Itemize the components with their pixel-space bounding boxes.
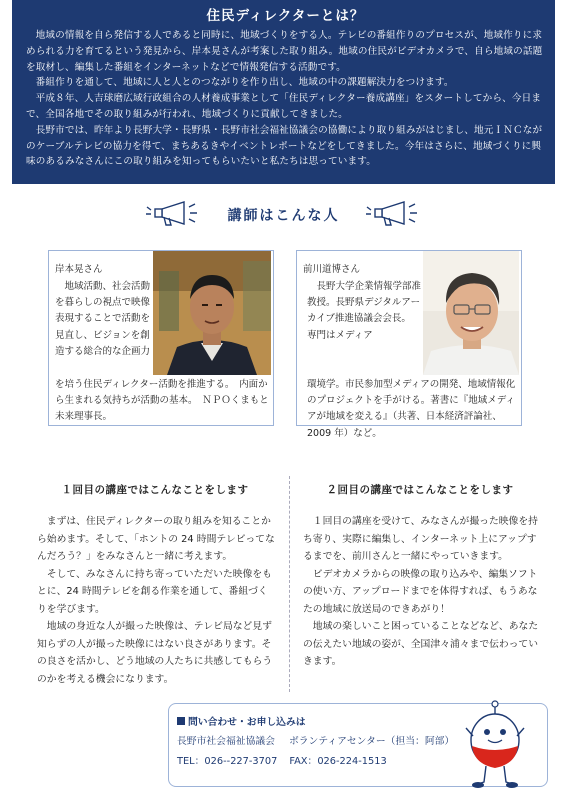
intro-title: 住民ディレクターとは？ [206, 8, 365, 24]
lecturer-name: 前川道博さん [303, 264, 361, 275]
session-2-title: ２回目の講座ではこんなことをします [326, 484, 514, 496]
lecturer-name: 岸本晃さん [55, 264, 103, 275]
lecturer-card-maekawa [296, 250, 522, 439]
session-paragraph: 地域の楽しいこと困っていることなどなど、あなたの伝えたい地域の姿が、全国津々浦々まで伝わっていきます。 [303, 621, 539, 667]
megaphone-icon [364, 198, 420, 228]
session-paragraph: そして、みなさんに持ち寄っていただいた映像をもとに、24 時間テレビを創る作業を通して、番組づくりを学びます。 [37, 568, 272, 615]
intro-paragraph: 平成８年、人吉球磨広域行政組合の人材養成事業として「住民ディレクター養成講座」をスタートしてから、今日まで、全国各地でその取り組みが行われ、地域づくりに貢献してきました。 [26, 93, 542, 120]
session-paragraph: １回目の講座を受けて、みなさんが撮った映像を持ち寄り、実際に編集し、インターネット上にアップするまでを、前川さんと一緒にやっていきます。 [303, 516, 538, 562]
center-name: ボランティアセンター（担当：阿部） [288, 736, 455, 747]
session-2-text [303, 513, 543, 671]
mascot-icon [464, 700, 526, 792]
lecturer-photo [153, 251, 271, 375]
contact-heading: 問い合わせ・お申し込みは [177, 714, 547, 728]
session-1-title: １回目の講座ではこんなことをします [61, 484, 249, 496]
column-divider [289, 476, 290, 692]
intro-paragraph: 地域の情報を自ら発信する人であると同時に、地域づくりをする人。テレビの番組作りのプロセスが、地域作りに求められる力を育てるという発見から、岸本晃さんが考案した取り組み。地域の住民がビデオカメラで、自ら地域の話題を取材し、編集した番組をインターネットなどで情報発信する活動です。 [26, 30, 543, 73]
session-1-text [37, 513, 275, 688]
fax-number: FAX：026-224-1513 [289, 756, 387, 767]
intro-box [12, 0, 555, 184]
lecturer-bio: 長野大学企業情報学部准教授。長野県デジタルアーカイブ推進協議会会長。 専門はメディア [307, 281, 422, 341]
lecturer-bio-continued: を培う住民ディレクター活動を推進する。 内面から生まれる気持ちが活動の基本。 ＮＰＯくまもと未来理事長。 [55, 379, 269, 423]
lecturers-title: 講師はこんな人 [227, 208, 340, 224]
org-name: 長野市社会福祉協議会 [177, 736, 275, 747]
tel-number: TEL：026--227-3707 [177, 756, 278, 767]
lecturer-card-kishimoto [48, 250, 274, 426]
lecturer-bio-continued: 環境学。市民参加型メディアの開発、地域情報化のプロジェクトを手がける。著書に『地域メディアが地域を変える』（共著、日本経済評論社、2009 年）など。 [307, 379, 516, 439]
intro-paragraph: 番組作りを通して、地域に人と人とのつながりを作り出し、地域の中の課題解決力をつけます。 [35, 77, 454, 89]
session-paragraph: 地域の身近な人が撮った映像は、テレビ局など見ず知らずの人が撮った映像にはない良さがあります。その良さを活かし、どう地域の人たちに共感してもらうのかを考える機会になります。 [37, 621, 273, 685]
lecturer-bio: 地域活動、社会活動を暮らしの視点で映像表現することで活動を見直し、ビジョンを創造する総合的な企画力 [55, 281, 151, 357]
square-bullet-icon [177, 717, 185, 725]
session-paragraph: ビデオカメラからの映像の取り込みや、編集ソフトの使い方、アップロードまでを体得すれば、もうあなたの地域に放送局のできあがり！ [303, 568, 538, 615]
intro-paragraph: 長野市では、昨年より長野大学・長野県・長野市社会福祉協議会の協働により取り組みがはじまし、地元ＩＮＣながのケーブルテレビの協力を得て、まちあるきやイベントレポートなどをしてきました。今年はさらに、地域づくりに興味のあるみなさんにこの取り組みを知ってもらいたいと私たちは思っています。 [26, 124, 543, 168]
lecturers-heading [0, 196, 567, 230]
lecturer-photo [423, 251, 519, 375]
session-paragraph: まずは、住民ディレクターの取り組みを知ることから始めます。そして、「ホントの 24 時間テレビってなんだろう？」をみなさんと一緒に考えます。 [37, 516, 275, 562]
